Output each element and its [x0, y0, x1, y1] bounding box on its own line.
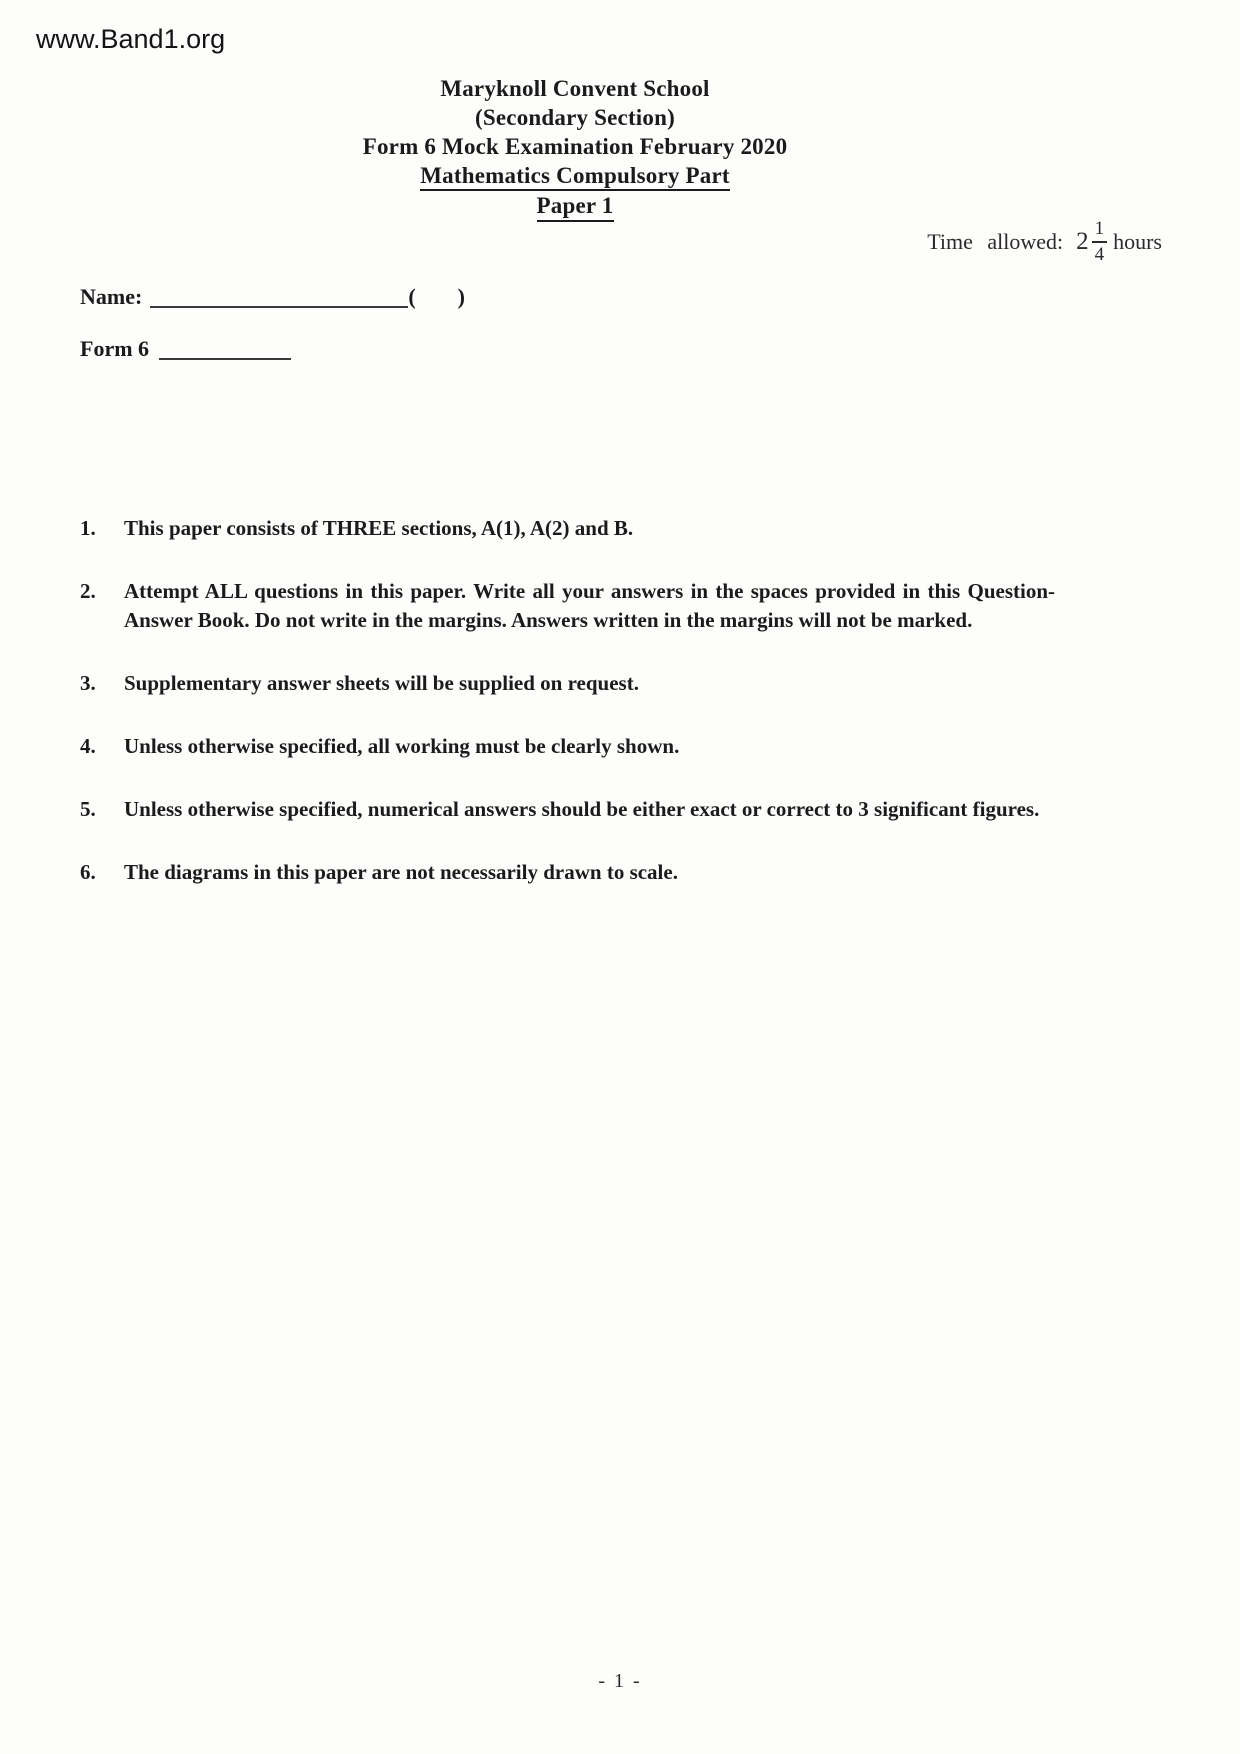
instruction-text: Unless otherwise specified, numerical answers should be either exact or correct to 3 significant figures.	[124, 797, 1040, 821]
page-number: - 1 -	[598, 1670, 642, 1692]
instruction-item-6	[80, 858, 1055, 887]
form-blank-line	[159, 338, 291, 360]
name-label: Name:	[80, 284, 143, 309]
instruction-item-2	[80, 577, 1055, 635]
name-blank-line	[150, 286, 408, 308]
instruction-text: The diagrams in this paper are not necessarily drawn to scale.	[124, 860, 678, 884]
instruction-number: 4.	[80, 734, 96, 758]
time-unit: hours	[1113, 228, 1162, 254]
instruction-number: 3.	[80, 671, 96, 695]
subject-title-line	[80, 161, 1070, 191]
instruction-number: 6.	[80, 860, 96, 884]
instructions-list	[80, 514, 1055, 887]
name-field-row	[80, 284, 465, 310]
form-field-row	[80, 336, 291, 362]
paper-number: Paper 1	[537, 193, 614, 221]
instruction-text: Attempt ALL questions in this paper. Write all your answers in the spaces provided in this Question-Answer Book. Do not write in the margins. Answers written in the margins will not be marked.	[124, 579, 1055, 632]
time-hours-whole: 2	[1076, 227, 1089, 255]
time-allowed	[927, 218, 1162, 266]
class-paren-close: )	[457, 284, 465, 309]
school-name: Maryknoll Convent School	[440, 76, 710, 101]
paper-number-line	[80, 191, 1070, 221]
exam-title: Form 6 Mock Examination February 2020	[362, 134, 788, 159]
school-section: (Secondary Section)	[475, 105, 675, 130]
instruction-text: Supplementary answer sheets will be supplied on request.	[124, 671, 639, 695]
instruction-text: Unless otherwise specified, all working must be clearly shown.	[124, 734, 680, 758]
instruction-number: 5.	[80, 797, 96, 821]
exam-header	[80, 74, 1070, 222]
instruction-text: This paper consists of THREE sections, A(1), A(2) and B.	[124, 516, 634, 540]
instruction-item-3	[80, 669, 1055, 698]
instruction-number: 2.	[80, 579, 96, 603]
form-label: Form 6	[80, 336, 150, 361]
fraction-numerator: 1	[1092, 218, 1108, 243]
watermark-url: www.Band1.org	[36, 24, 226, 54]
time-fraction	[1092, 218, 1108, 266]
instruction-item-5	[80, 795, 1055, 824]
instruction-item-1	[80, 514, 1055, 543]
fraction-denominator: 4	[1094, 243, 1105, 265]
instruction-number: 1.	[80, 516, 96, 540]
time-allowed-label: Time allowed:	[927, 228, 1064, 254]
instruction-item-4	[80, 732, 1055, 761]
class-paren-open: (	[408, 284, 416, 309]
subject-title: Mathematics Compulsory Part	[420, 163, 729, 191]
